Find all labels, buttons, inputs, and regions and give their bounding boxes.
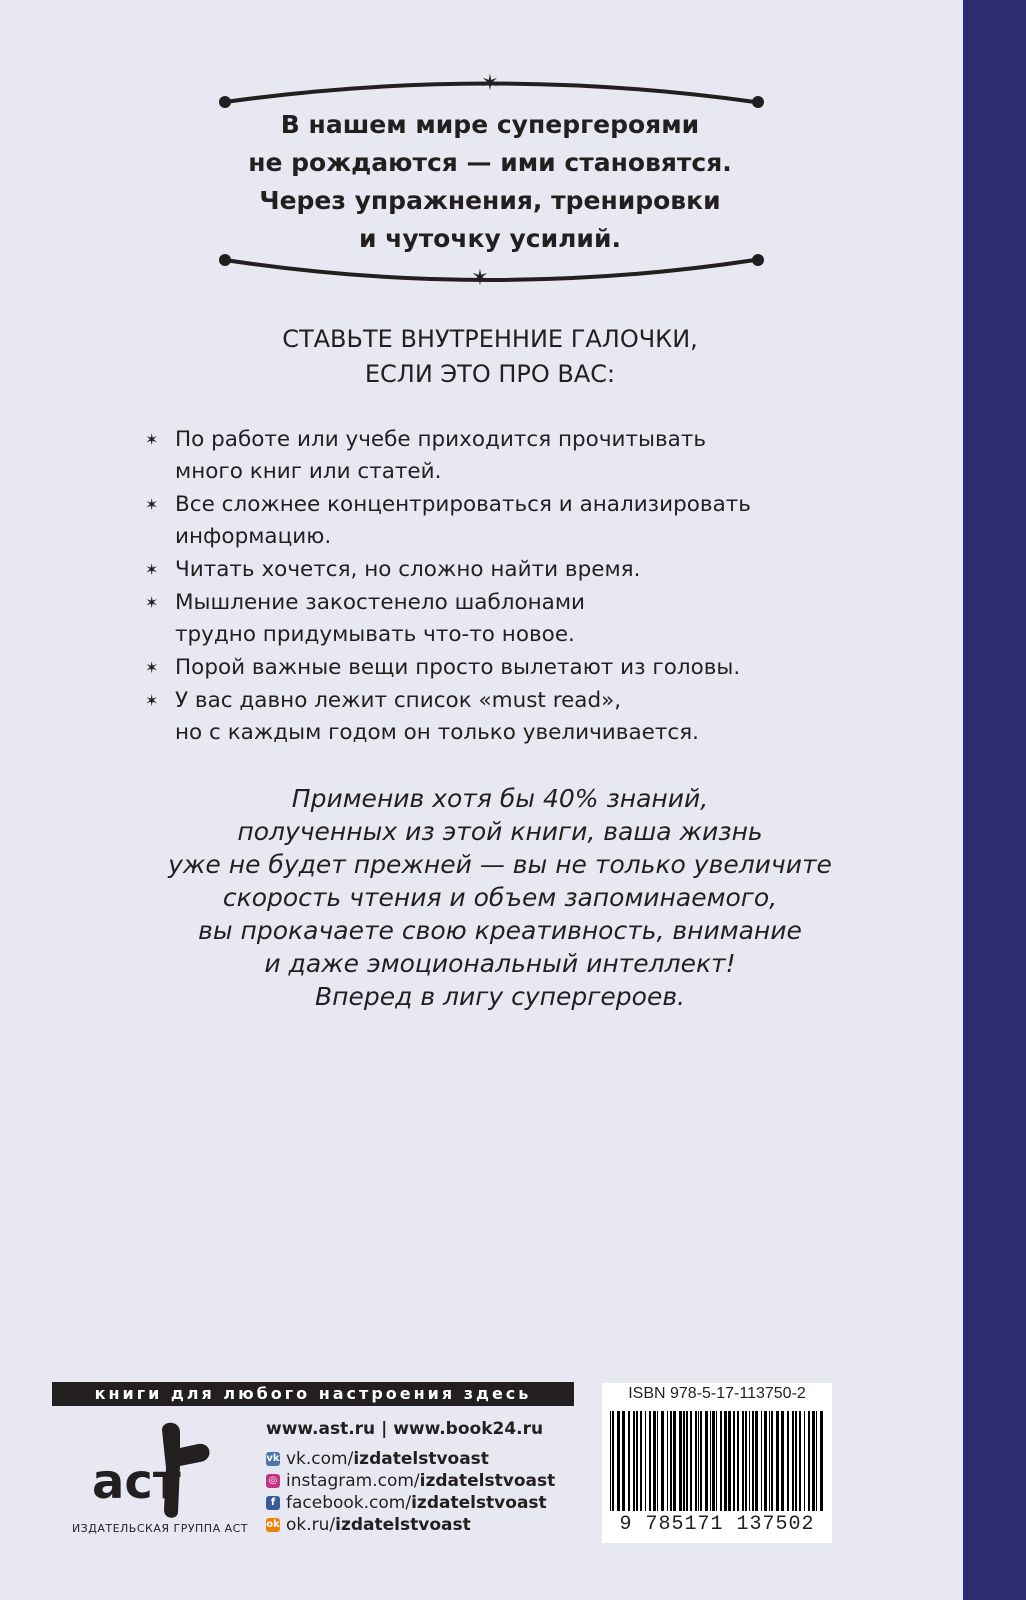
barcode — [608, 1411, 826, 1511]
barcode-bar — [667, 1411, 668, 1511]
social-prefix: vk.com/ — [286, 1449, 354, 1469]
outro-paragraph — [120, 782, 880, 1013]
barcode-number: 9 785171 137502 — [619, 1513, 815, 1536]
svg-text:✶: ✶ — [470, 266, 490, 291]
outro-line: Вперед в лигу супергероев. — [314, 982, 686, 1011]
barcode-bar — [695, 1411, 697, 1511]
list-item — [145, 652, 925, 684]
barcode-bar — [820, 1411, 823, 1511]
social-handle: izdatelstvoast — [419, 1471, 556, 1491]
barcode-bar — [649, 1411, 651, 1511]
list-item-line: Порой важные вещи просто вылетают из головы. — [175, 655, 741, 680]
tagline-banner: книги для любого настроения здесь — [52, 1382, 574, 1406]
cover-quote — [240, 106, 740, 258]
social-handle: izdatelstvoast — [335, 1515, 471, 1535]
outro-line: скорость чтения и объем запоминаемого, — [222, 883, 778, 912]
barcode-bar — [720, 1411, 722, 1511]
barcode-panel — [602, 1383, 832, 1543]
barcode-bar — [610, 1411, 611, 1511]
social-prefix: instagram.com/ — [286, 1471, 420, 1491]
barcode-bar — [673, 1411, 676, 1511]
list-item — [145, 685, 925, 749]
barcode-bar — [804, 1411, 805, 1511]
book-spine — [963, 0, 1026, 1600]
checklist-heading — [250, 322, 730, 392]
barcode-bar — [769, 1411, 770, 1511]
list-item-line: Читать хочется, но сложно найти время. — [175, 557, 641, 582]
barcode-bar — [622, 1411, 625, 1511]
barcode-bar — [628, 1411, 630, 1511]
star-bullet-icon: ✶ — [145, 430, 159, 449]
isbn-number: ISBN 978-5-17-113750-2 — [628, 1385, 806, 1402]
social-handle: izdatelstvoast — [353, 1449, 489, 1469]
quote-line: В нашем мире супергероями — [280, 110, 700, 139]
quote-line: не рождаются — ими становятся. — [248, 148, 732, 177]
list-item-line: информацию. — [175, 524, 332, 549]
list-item-line: но с каждым годом он только увеличивается. — [175, 720, 699, 745]
barcode-bar — [653, 1411, 656, 1511]
barcode-bar — [745, 1411, 747, 1511]
list-item — [145, 489, 925, 553]
barcode-bar — [645, 1411, 646, 1511]
ast-logo — [90, 1420, 220, 1520]
barcode-bar — [816, 1411, 817, 1511]
outro-line: полученных из этой книги, ваша жизнь — [237, 817, 763, 846]
barcode-bar — [640, 1411, 642, 1511]
barcode-bar — [686, 1411, 688, 1511]
outro-line: Применив хотя бы 40% знаний, — [291, 784, 709, 813]
barcode-bar — [617, 1411, 620, 1511]
social-prefix: ok.ru/ — [286, 1515, 336, 1535]
social-link-instagram[interactable] — [266, 1470, 586, 1492]
star-bullet-icon: ✶ — [145, 691, 159, 710]
vk-icon: vk — [266, 1453, 280, 1464]
facebook-icon: f — [266, 1496, 280, 1510]
social-link-facebook[interactable] — [266, 1492, 586, 1514]
social-link-ok[interactable] — [266, 1514, 586, 1536]
list-item-line: трудно придумывать что-то новое. — [175, 622, 575, 647]
barcode-bar — [679, 1411, 682, 1511]
star-bullet-icon: ✶ — [145, 560, 159, 579]
barcode-bar — [781, 1411, 784, 1511]
barcode-bar — [776, 1411, 779, 1511]
list-item — [145, 424, 925, 488]
barcode-bar — [749, 1411, 750, 1511]
star-bullet-icon: ✶ — [145, 658, 159, 677]
barcode-bar — [733, 1411, 735, 1511]
barcode-bar — [737, 1411, 739, 1511]
barcode-bar — [792, 1411, 794, 1511]
social-prefix: facebook.com/ — [286, 1493, 412, 1513]
heading-line: СТАВЬТЕ ВНУТРЕННИЕ ГАЛОЧКИ, — [282, 325, 698, 353]
barcode-bar — [712, 1411, 715, 1511]
barcode-bar — [705, 1411, 708, 1511]
barcode-bar — [710, 1411, 711, 1511]
barcode-bar — [657, 1411, 658, 1511]
barcode-bar — [808, 1411, 810, 1511]
barcode-bar — [728, 1411, 731, 1511]
barcode-bar — [633, 1411, 635, 1511]
star-bullet-icon: ✶ — [145, 593, 159, 612]
checklist — [145, 424, 925, 750]
barcode-bar — [755, 1411, 758, 1511]
barcode-bar — [683, 1411, 685, 1511]
list-item-line: Мышление закостенело шаблонами — [175, 590, 586, 615]
publisher-links — [266, 1418, 586, 1536]
barcode-bar — [787, 1411, 789, 1511]
outro-line: вы прокачаете свою креативность, внимание — [198, 916, 802, 945]
barcode-bar — [761, 1411, 762, 1511]
website-links[interactable]: www.ast.ru | www.book24.ru — [266, 1419, 544, 1439]
outro-line: и даже эмоциональный интеллект! — [264, 949, 736, 978]
star-bullet-icon: ✶ — [145, 495, 159, 514]
barcode-bar — [690, 1411, 692, 1511]
list-item-line: По работе или учебе приходится прочитывать — [175, 427, 707, 452]
social-handle: izdatelstvoast — [411, 1493, 547, 1513]
svg-text:✶: ✶ — [480, 71, 500, 96]
barcode-bar — [799, 1411, 801, 1511]
publisher-name: ИЗДАТЕЛЬСКАЯ ГРУППА АСТ — [71, 1522, 249, 1535]
barcode-bar — [670, 1411, 672, 1511]
heading-line: ЕСЛИ ЭТО ПРО ВАС: — [364, 360, 616, 388]
barcode-bar — [795, 1411, 797, 1511]
list-item-line: Все сложнее концентрироваться и анализировать — [175, 492, 751, 517]
barcode-bar — [700, 1411, 702, 1511]
barcode-bar — [636, 1411, 638, 1511]
barcode-bar — [661, 1411, 664, 1511]
list-item-line: У вас давно лежит список «must read», — [175, 688, 622, 713]
logo-text: аст — [92, 1454, 181, 1510]
outro-line: уже не будет прежней — вы не только увеличите — [168, 850, 832, 879]
barcode-bar — [752, 1411, 754, 1511]
barcode-bar — [698, 1411, 699, 1511]
ok-icon: ok — [266, 1519, 280, 1530]
barcode-bar — [764, 1411, 767, 1511]
list-item — [145, 587, 925, 651]
quote-line: и чуточку усилий. — [359, 224, 621, 253]
instagram-icon: ◎ — [266, 1474, 280, 1488]
barcode-bar — [742, 1411, 744, 1511]
list-item-line: много книг или статей. — [175, 459, 442, 484]
barcode-bar — [771, 1411, 773, 1511]
list-item — [145, 554, 925, 586]
social-link-vk[interactable] — [266, 1448, 586, 1470]
quote-line: Через упражнения, тренировки — [259, 186, 721, 215]
barcode-bar — [612, 1411, 614, 1511]
barcode-bar — [716, 1411, 717, 1511]
barcode-bar — [812, 1411, 815, 1511]
barcode-bar — [724, 1411, 727, 1511]
